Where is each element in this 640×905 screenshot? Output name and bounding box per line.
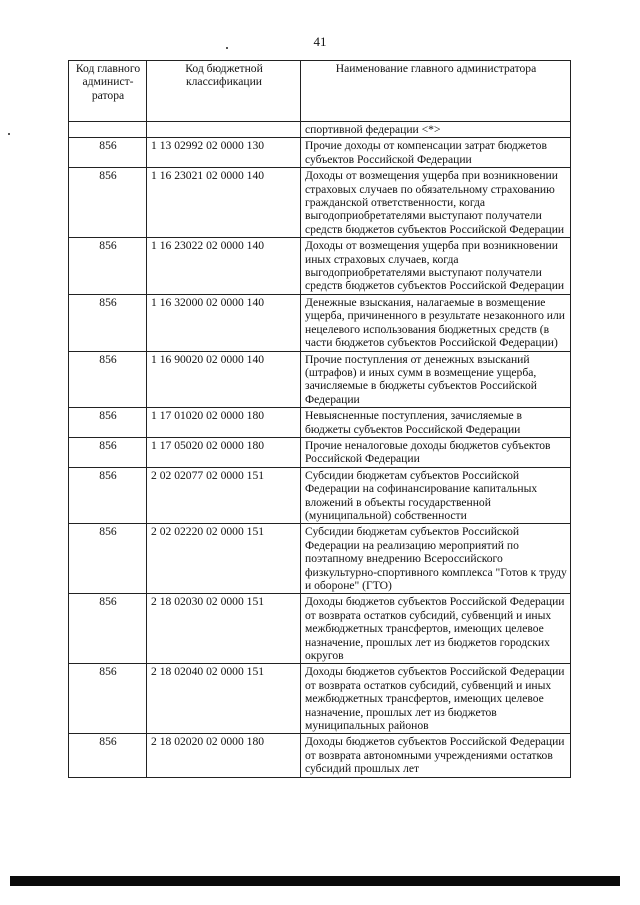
cell-budget-code: 2 18 02040 02 0000 151: [147, 664, 301, 734]
cell-budget-code: 1 17 01020 02 0000 180: [147, 408, 301, 438]
cell-admin-code: 856: [69, 138, 147, 168]
margin-mark: [226, 47, 228, 49]
table-row: [69, 238, 571, 295]
cell-admin-name: Прочие доходы от компенсации затрат бюджетов субъектов Российской Федерации: [301, 138, 571, 168]
cell-admin-code: 856: [69, 351, 147, 408]
table-row: [69, 524, 571, 594]
cell-admin-name: Денежные взыскания, налагаемые в возмещение ущерба, причиненного в результате незаконного или нецелевого использования бюджетных средств (в части бюджетов субъектов Российской Федерации): [301, 294, 571, 351]
cell-budget-code: 1 16 90020 02 0000 140: [147, 351, 301, 408]
cell-budget-code: 2 02 02077 02 0000 151: [147, 467, 301, 524]
page-number: 41: [313, 34, 327, 49]
cell-admin-code: 856: [69, 168, 147, 238]
cell-budget-code: 1 16 32000 02 0000 140: [147, 294, 301, 351]
cell-admin-name: Доходы бюджетов субъектов Российской Федерации от возврата автономными учреждениями остатков субсидий прошлых лет: [301, 734, 571, 777]
cell-admin-name: Невыясненные поступления, зачисляемые в бюджеты субъектов Российской Федерации: [301, 408, 571, 438]
cell-budget-code: 2 18 02020 02 0000 180: [147, 734, 301, 777]
cell-admin-code: 856: [69, 664, 147, 734]
cell-budget-code: [147, 122, 301, 138]
cell-budget-code: 1 16 23022 02 0000 140: [147, 238, 301, 295]
budget-classification-table: [68, 60, 571, 778]
cell-admin-code: 856: [69, 594, 147, 664]
cell-admin-name: Субсидии бюджетам субъектов Российской Федерации на реализацию мероприятий по поэтапному внедрению Всероссийского физкультурно-спортивного комплекса "Готов к труду и обороне" (ГТО): [301, 524, 571, 594]
header-budget-code: Код бюджетной классификации: [147, 61, 301, 122]
cell-admin-name: Доходы от возмещения ущерба при возникновении страховых случаев по обязательному страхованию гражданской ответственности, когда выгодоприобретателями выступают получатели средств бюджетов субъектов Российской Федерации: [301, 168, 571, 238]
cell-budget-code: 1 16 23021 02 0000 140: [147, 168, 301, 238]
header-admin-name: Наименование главного администратора: [301, 61, 571, 122]
cell-admin-name: спортивной федерации <*>: [301, 122, 571, 138]
cell-admin-code: 856: [69, 734, 147, 777]
table-row: [69, 437, 571, 467]
cell-budget-code: 2 02 02220 02 0000 151: [147, 524, 301, 594]
cell-budget-code: 1 13 02992 02 0000 130: [147, 138, 301, 168]
table-row: [69, 122, 571, 138]
cell-admin-name: Прочие поступления от денежных взысканий (штрафов) и иных сумм в возмещение ущерба, зачисляемые в бюджеты субъектов Российской Федерации: [301, 351, 571, 408]
cell-budget-code: 2 18 02030 02 0000 151: [147, 594, 301, 664]
cell-admin-code: 856: [69, 294, 147, 351]
cell-admin-name: Субсидии бюджетам субъектов Российской Федерации на софинансирование капитальных вложений в объекты государственной (муниципальной) собственности: [301, 467, 571, 524]
cell-admin-name: Прочие неналоговые доходы бюджетов субъектов Российской Федерации: [301, 437, 571, 467]
table-row: [69, 138, 571, 168]
cell-admin-name: Доходы от возмещения ущерба при возникновении иных страховых случаев, когда выгодоприобретателями выступают получатели средств бюджетов субъектов Российской Федерации: [301, 238, 571, 295]
cell-admin-code: 856: [69, 437, 147, 467]
table-row: [69, 664, 571, 734]
cell-admin-code: 856: [69, 238, 147, 295]
table-row: [69, 168, 571, 238]
cell-budget-code: 1 17 05020 02 0000 180: [147, 437, 301, 467]
margin-mark: [8, 133, 10, 135]
table-row: [69, 594, 571, 664]
table-header-row: [69, 61, 571, 122]
table-row: [69, 351, 571, 408]
scan-border-bar: [10, 876, 620, 886]
cell-admin-code: 856: [69, 408, 147, 438]
header-admin-code: Код главного админист-ратора: [69, 61, 147, 122]
cell-admin-name: Доходы бюджетов субъектов Российской Федерации от возврата остатков субсидий, субвенций и иных межбюджетных трансфертов, имеющих целевое назначение, прошлых лет из бюджетов муниципальных районов: [301, 664, 571, 734]
cell-admin-code: 856: [69, 524, 147, 594]
cell-admin-code: [69, 122, 147, 138]
cell-admin-name: Доходы бюджетов субъектов Российской Федерации от возврата остатков субсидий, субвенций и иных межбюджетных трансфертов, имеющих целевое назначение, прошлых лет из бюджетов городских округов: [301, 594, 571, 664]
cell-admin-code: 856: [69, 467, 147, 524]
table-row: [69, 467, 571, 524]
table-row: [69, 734, 571, 777]
table-row: [69, 408, 571, 438]
table-row: [69, 294, 571, 351]
